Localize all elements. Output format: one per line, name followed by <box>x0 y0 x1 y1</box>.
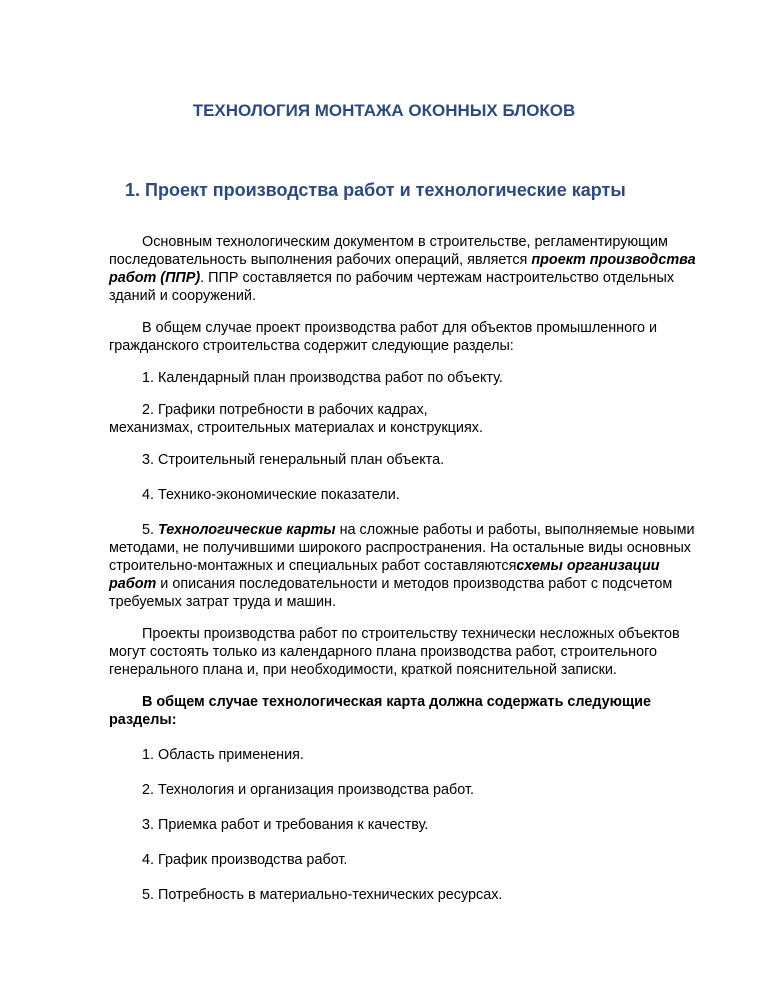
list-item-tk-4: 4. График производства работ. <box>142 852 348 868</box>
paragraph-ppr-definition <box>109 233 699 305</box>
list-item-ppr-3: 3. Строительный генеральный план объекта. <box>142 452 445 468</box>
list-item-text: и описания последовательности и методов производства работ с подсчетом требуемых затрат труда и машин. <box>109 576 673 610</box>
list-item-ppr-5 <box>109 521 699 611</box>
document-body <box>109 233 699 918</box>
paragraph-ppr-sections-intro: В общем случае проект производства работ для объектов промышленного и гражданского строительства содержит следующие разделы: <box>109 320 658 354</box>
list-item-ppr-4: 4. Технико-экономические показатели. <box>142 487 400 503</box>
section-heading: 1. Проект производства работ и технологические карты <box>125 180 626 200</box>
list-item-tk-2: 2. Технология и организация производства работ. <box>142 782 474 798</box>
document-title: ТЕХНОЛОГИЯ МОНТАЖА ОКОННЫХ БЛОКОВ <box>192 101 576 120</box>
emphasis-work-schemes: схемы организации работ <box>109 558 660 592</box>
list-item-tk-5: 5. Потребность в материально-технических ресурсах. <box>142 887 503 903</box>
paragraph-text: Основным технологическим документом в строительстве, регламентирующим последовательность выполнения рабочих операций, является <box>109 234 668 268</box>
list-item-text: 2. Графики потребности в рабочих кадрах, <box>142 402 428 418</box>
list-item-ppr-2 <box>109 401 699 437</box>
emphasis-tech-cards: Технологические карты <box>158 522 336 538</box>
list-item-tk-3: 3. Приемка работ и требования к качеству. <box>142 817 429 833</box>
list-item-text: на сложные работы и работы, выполняемые новыми методами, не получившими широкого распространения. На остальные виды основных строительно-монтажных и специальных работ составляются <box>109 522 695 574</box>
paragraph-tech-card-sections-intro: В общем случае технологическая карта должна содержать следующие разделы: <box>109 694 651 728</box>
paragraph-simple-objects: Проекты производства работ по строительству технически несложных объектов могут состоять только из календарного плана производства работ, строительного генерального плана и, при необходимости, краткой пояснительной записки. <box>109 626 680 678</box>
emphasis-ppr: проект производства работ (ППР) <box>109 252 696 286</box>
list-item-text-continued: механизмах, строительных материалах и конструкциях. <box>109 420 483 436</box>
list-item-ppr-1: 1. Календарный план производства работ по объекту. <box>142 370 503 386</box>
paragraph-text: . ППР составляется по рабочим чертежам настроительство отдельных зданий и сооружений. <box>109 270 675 304</box>
list-item-tk-1: 1. Область применения. <box>142 747 304 763</box>
list-item-number: 5. <box>142 522 158 538</box>
